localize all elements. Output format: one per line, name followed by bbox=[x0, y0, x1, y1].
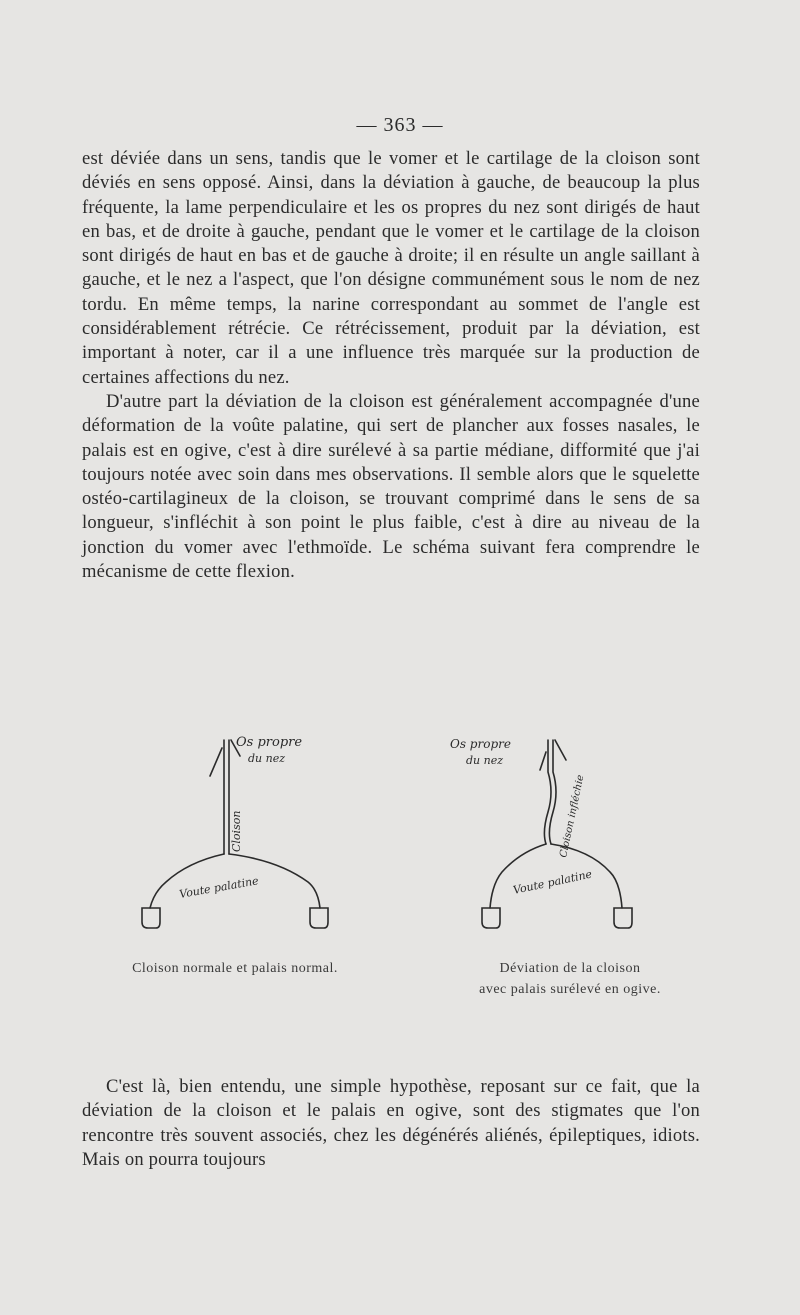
palate-left-curve bbox=[490, 844, 546, 908]
paragraph-1: est déviée dans un sens, tandis que le vomer et le cartilage de la cloison sont déviés en sens opposé. Ainsi, dans la déviation à gauche, de beaucoup la plus fréquente, la lame perpendiculaire et les os propres du nez sont dirigés de haut en bas, et de droite à gauche, pendant que le vomer et le cartilage de la cloison sont dirigés de haut en bas et de gauche à droite; il en résulte un angle saillant à gauche, et le nez a l'aspect, que l'on désigne communément sous le nom de nez tordu. En même temps, la narine correspondant au sommet de l'angle est considérablement rétrécie. Ce rétrécissement, produit par la déviation, est important à noter, car il a une influence très marquée sur la production de certaines affections du nez. bbox=[82, 148, 700, 388]
label-cloison-inflechie: Cloison infléchie bbox=[558, 773, 587, 859]
tooth-left bbox=[482, 908, 500, 928]
nasal-bone-stroke-2 bbox=[555, 740, 566, 760]
nasal-bone-stroke bbox=[540, 752, 546, 770]
page-number: — 363 — bbox=[356, 114, 444, 136]
paragraph-3: C'est là, bien entendu, une simple hypothèse, reposant sur ce fait, que la déviation de la cloison et le palais en ogive, sont des stigmates que l'on rencontre très souvent associés, chez les dégénérés aliénés, épileptiques, idiots. Mais on pourra toujours bbox=[82, 1076, 700, 1170]
paragraph-2: D'autre part la déviation de la cloison est généralement accompagnée d'une déformation de la voûte palatine, qui sert de plancher aux fosses nasales, le palais est en ogive, c'est à dire surélevé à sa partie médiane, difformité que j'ai toujours notée avec soin dans mes observations. Il semble alors que le squelette ostéo-cartilagineux de la cloison, se trouvant comprimé dans le sens de sa longueur, s'infléchit à son point le plus faible, c'est à dire au niveau de la jonction du vomer avec l'ethmoïde. Le schéma suivant fera comprendre le mécanisme de cette flexion. bbox=[82, 390, 700, 583]
figure-normal-septum bbox=[128, 732, 348, 952]
label-du-nez: du nez bbox=[466, 754, 504, 767]
nasal-bone-stroke bbox=[210, 748, 222, 776]
label-cloison: Cloison bbox=[230, 810, 243, 852]
label-voute-palatine: Voute palatine bbox=[178, 874, 260, 901]
label-os-propre: Os propre bbox=[236, 735, 303, 750]
caption-deviated bbox=[440, 958, 700, 1000]
label-voute-palatine: Voute palatine bbox=[511, 867, 594, 897]
caption-normal: Cloison normale et palais normal. bbox=[132, 961, 338, 976]
label-os-propre: Os propre bbox=[450, 737, 511, 751]
caption-deviated-line-1: Déviation de la cloison bbox=[499, 961, 641, 976]
palate-left-curve bbox=[150, 854, 224, 908]
main-text-bottom bbox=[82, 1075, 700, 1172]
label-du-nez: du nez bbox=[248, 752, 286, 765]
tooth-right bbox=[614, 908, 632, 928]
tooth-left bbox=[142, 908, 160, 928]
caption-deviated-line-2: avec palais surélevé en ogive. bbox=[479, 982, 661, 997]
tooth-right bbox=[310, 908, 328, 928]
figure-deviated-septum bbox=[450, 732, 670, 952]
main-text-top bbox=[82, 147, 700, 584]
